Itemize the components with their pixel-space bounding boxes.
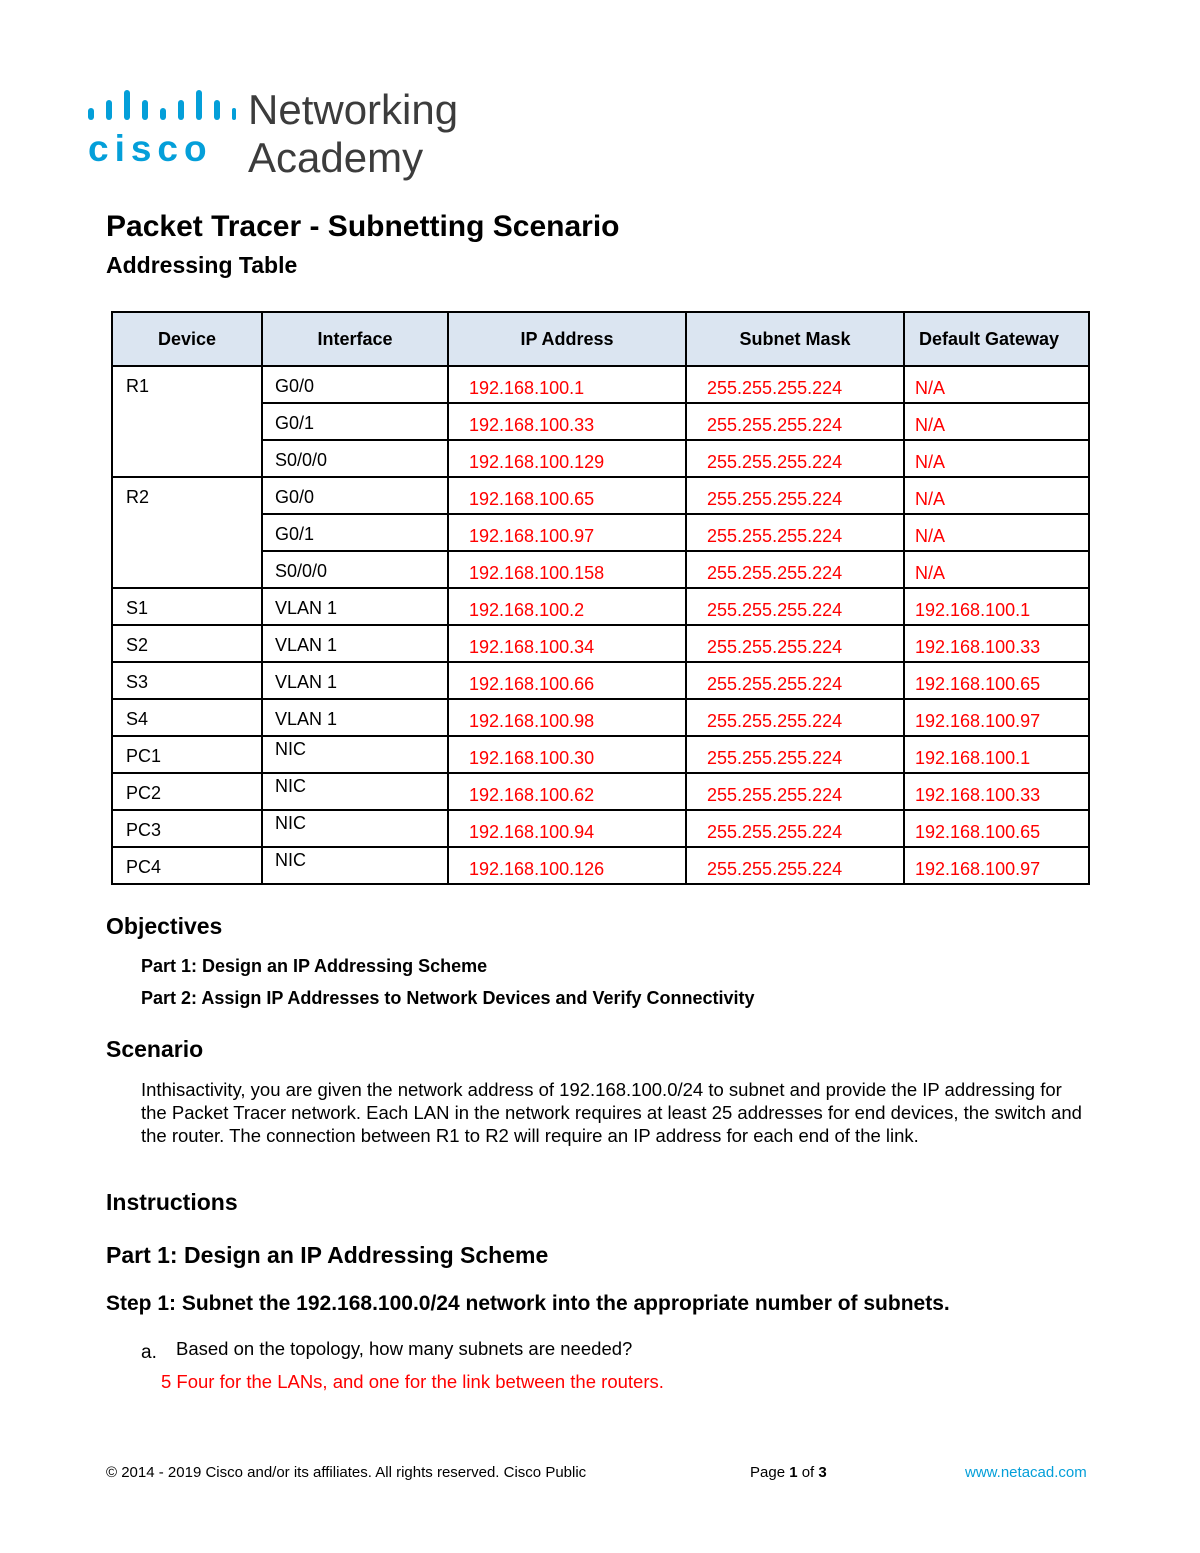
- scenario-text: Inthisactivity, you are given the network address of 192.168.100.0/24 to subnet and provide the IP addressing for the Packet Tracer network. Each LAN in the network requires at least 25 addresses for end devices, the switch and the router. The connection between R1 to R2 will require an IP address for each end of the link.: [141, 1079, 1082, 1146]
- mask-cell: 255.255.255.224: [686, 810, 904, 847]
- gateway-cell: N/A: [904, 477, 1089, 514]
- ip-cell: 192.168.100.94: [448, 810, 686, 847]
- ip-cell: 192.168.100.62: [448, 773, 686, 810]
- mask-cell: 255.255.255.224: [686, 736, 904, 773]
- mask-cell: 255.255.255.224: [686, 440, 904, 477]
- device-cell: S1: [112, 588, 262, 625]
- ip-cell: 192.168.100.33: [448, 403, 686, 440]
- answer-text: 5 Four for the LANs, and one for the link between the routers.: [161, 1371, 664, 1392]
- mask-cell: 255.255.255.224: [686, 625, 904, 662]
- scenario-heading: Scenario: [106, 1036, 204, 1062]
- cisco-bars-icon: [86, 90, 236, 130]
- table-header-row: [112, 312, 1089, 366]
- question-text: Based on the topology, how many subnets are needed?: [176, 1338, 633, 1359]
- logo-line-networking: Networking: [248, 86, 459, 133]
- gateway-cell: 192.168.100.65: [904, 662, 1089, 699]
- header-device: Device: [112, 312, 262, 366]
- header-interface: Interface: [262, 312, 448, 366]
- mask-cell: 255.255.255.224: [686, 847, 904, 884]
- device-cell: R2: [112, 477, 262, 588]
- mask-cell: 255.255.255.224: [686, 699, 904, 736]
- ip-cell: 192.168.100.129: [448, 440, 686, 477]
- footer-copyright: © 2014 - 2019 Cisco and/or its affiliates. All rights reserved. Cisco Public: [106, 1464, 587, 1481]
- gateway-cell: 192.168.100.1: [904, 736, 1089, 773]
- device-cell: PC2: [112, 773, 262, 810]
- interface-cell: G0/0: [262, 366, 448, 403]
- interface-cell: S0/0/0: [262, 440, 448, 477]
- interface-cell: VLAN 1: [262, 625, 448, 662]
- device-cell: R1: [112, 366, 262, 477]
- table-row: [112, 625, 1089, 662]
- objective-item: Part 1: Design an IP Addressing Scheme: [141, 956, 488, 976]
- interface-cell: VLAN 1: [262, 662, 448, 699]
- interface-cell: G0/1: [262, 403, 448, 440]
- part1-heading: Part 1: Design an IP Addressing Scheme: [106, 1242, 549, 1268]
- mask-cell: 255.255.255.224: [686, 403, 904, 440]
- gateway-cell: N/A: [904, 440, 1089, 477]
- gateway-cell: 192.168.100.33: [904, 625, 1089, 662]
- gateway-cell: N/A: [904, 551, 1089, 588]
- instructions-heading: Instructions: [106, 1189, 238, 1215]
- mask-cell: 255.255.255.224: [686, 662, 904, 699]
- interface-cell: S0/0/0: [262, 551, 448, 588]
- interface-cell: NIC: [262, 736, 448, 773]
- header-default-gateway: Default Gateway: [904, 312, 1089, 366]
- cisco-wordmark: cisco: [88, 128, 213, 169]
- mask-cell: 255.255.255.224: [686, 477, 904, 514]
- footer-netacad-link[interactable]: www.netacad.com: [965, 1464, 1087, 1481]
- mask-cell: 255.255.255.224: [686, 366, 904, 403]
- gateway-cell: 192.168.100.1: [904, 588, 1089, 625]
- mask-cell: 255.255.255.224: [686, 773, 904, 810]
- cisco-networking-academy-logo: [86, 86, 486, 181]
- ip-cell: 192.168.100.158: [448, 551, 686, 588]
- gateway-cell: N/A: [904, 366, 1089, 403]
- table-row: [112, 699, 1089, 736]
- table-row: [112, 588, 1089, 625]
- interface-cell: NIC: [262, 773, 448, 810]
- table-row: [112, 847, 1089, 884]
- mask-cell: 255.255.255.224: [686, 514, 904, 551]
- objective-item: Part 2: Assign IP Addresses to Network Devices and Verify Connectivity: [141, 988, 755, 1008]
- question-letter: a.: [141, 1342, 157, 1363]
- document-title: Packet Tracer - Subnetting Scenario: [106, 210, 620, 243]
- device-cell: PC3: [112, 810, 262, 847]
- interface-cell: NIC: [262, 847, 448, 884]
- ip-cell: 192.168.100.66: [448, 662, 686, 699]
- footer-page-number: Page 1 of 3: [750, 1464, 827, 1481]
- device-cell: S3: [112, 662, 262, 699]
- ip-cell: 192.168.100.34: [448, 625, 686, 662]
- device-cell: PC1: [112, 736, 262, 773]
- ip-cell: 192.168.100.97: [448, 514, 686, 551]
- table-row: [112, 366, 1089, 403]
- gateway-cell: N/A: [904, 403, 1089, 440]
- gateway-cell: 192.168.100.65: [904, 810, 1089, 847]
- interface-cell: VLAN 1: [262, 588, 448, 625]
- interface-cell: G0/1: [262, 514, 448, 551]
- step1-heading: Step 1: Subnet the 192.168.100.0/24 network into the appropriate number of subnets.: [106, 1292, 950, 1315]
- addressing-table-heading: Addressing Table: [106, 252, 298, 278]
- device-cell: PC4: [112, 847, 262, 884]
- mask-cell: 255.255.255.224: [686, 551, 904, 588]
- ip-cell: 192.168.100.2: [448, 588, 686, 625]
- gateway-cell: 192.168.100.97: [904, 699, 1089, 736]
- gateway-cell: 192.168.100.33: [904, 773, 1089, 810]
- device-cell: S2: [112, 625, 262, 662]
- interface-cell: VLAN 1: [262, 699, 448, 736]
- mask-cell: 255.255.255.224: [686, 588, 904, 625]
- ip-cell: 192.168.100.126: [448, 847, 686, 884]
- interface-cell: G0/0: [262, 477, 448, 514]
- logo-line-academy: Academy: [248, 134, 424, 181]
- ip-cell: 192.168.100.65: [448, 477, 686, 514]
- addressing-table: [111, 311, 1090, 885]
- ip-cell: 192.168.100.98: [448, 699, 686, 736]
- table-row: [112, 773, 1089, 810]
- header-ip-address: IP Address: [448, 312, 686, 366]
- ip-cell: 192.168.100.1: [448, 366, 686, 403]
- gateway-cell: N/A: [904, 514, 1089, 551]
- objectives-heading: Objectives: [106, 913, 223, 939]
- table-row: [112, 810, 1089, 847]
- interface-cell: NIC: [262, 810, 448, 847]
- header-subnet-mask: Subnet Mask: [686, 312, 904, 366]
- table-row: [112, 662, 1089, 699]
- device-cell: S4: [112, 699, 262, 736]
- ip-cell: 192.168.100.30: [448, 736, 686, 773]
- gateway-cell: 192.168.100.97: [904, 847, 1089, 884]
- table-row: [112, 477, 1089, 514]
- table-row: [112, 736, 1089, 773]
